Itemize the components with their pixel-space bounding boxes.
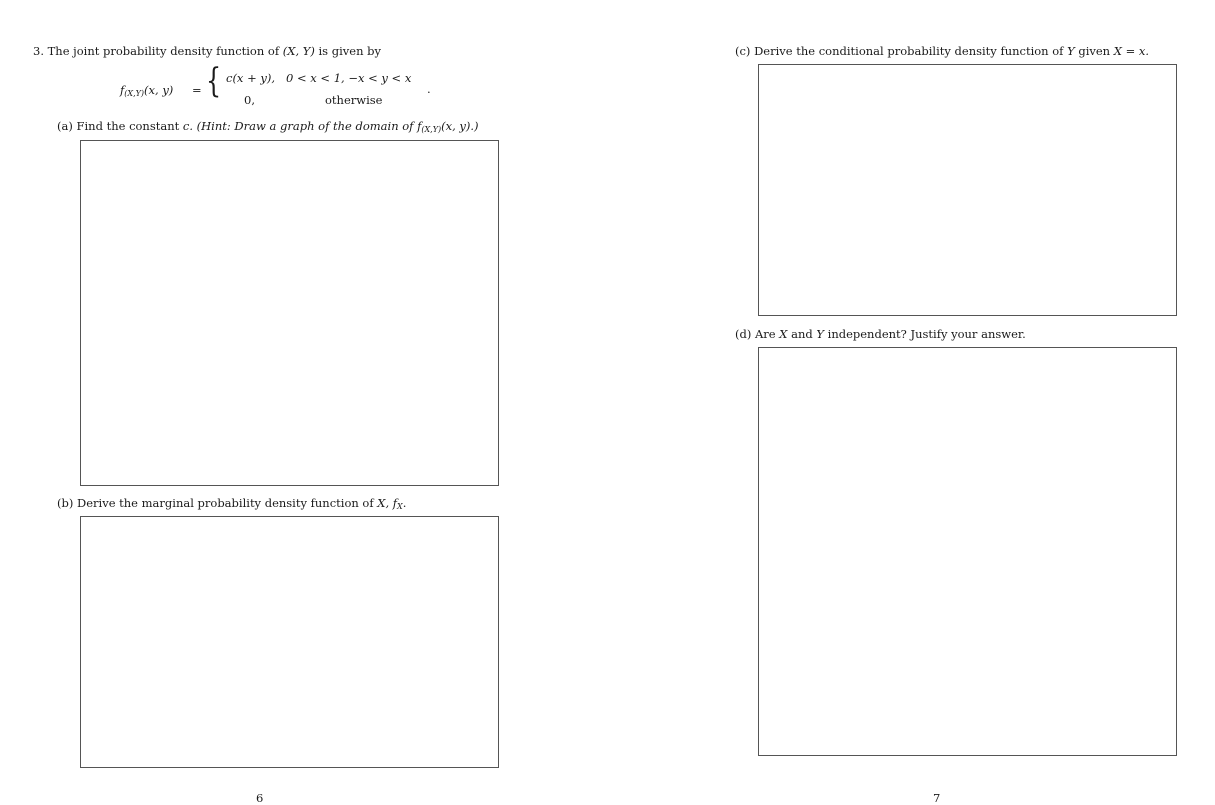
- part-a-hint-subscript: (X,Y): [421, 125, 442, 134]
- pdf-f: f: [120, 83, 125, 97]
- intro-end: is given by: [318, 44, 381, 58]
- part-a-label: (a): [57, 119, 73, 133]
- part-d-label: (d): [735, 327, 752, 341]
- pdf-case2-cond: otherwise: [325, 93, 383, 107]
- part-a-hint: (Hint: Draw a graph of the domain of: [196, 119, 414, 133]
- part-a-prompt: [57, 119, 479, 134]
- part-b-fx: f: [392, 496, 398, 510]
- part-d-rest: independent? Justify your answer.: [827, 327, 1026, 341]
- part-c-var-y: Y: [1067, 44, 1075, 58]
- part-d-prompt: [735, 327, 1026, 341]
- part-b-label: (b): [57, 496, 74, 510]
- question-number: 3.: [33, 44, 44, 58]
- part-a-hint-args: (x, y).): [441, 119, 479, 133]
- part-b-prompt: [57, 496, 406, 511]
- question-3-intro: [33, 44, 381, 58]
- part-d-var-y: Y: [816, 327, 824, 341]
- part-b-end: .: [402, 496, 407, 510]
- answer-box-c[interactable]: [758, 64, 1177, 316]
- part-d-and: and: [791, 327, 813, 341]
- pdf-case1-expr: c(x + y),: [226, 71, 275, 85]
- answer-box-a[interactable]: [80, 140, 499, 486]
- pdf-equals: =: [192, 83, 202, 97]
- answer-box-b[interactable]: [80, 516, 499, 768]
- intro-text: The joint probability density function of: [47, 44, 280, 58]
- pdf-f-subscript: (X,Y): [124, 89, 145, 98]
- part-a-constant: c.: [182, 119, 194, 133]
- part-c-text: Derive the conditional probability density function of: [754, 44, 1064, 58]
- part-d-var-x: X: [779, 327, 788, 341]
- part-b-var: X,: [377, 496, 390, 510]
- part-c-condition: X = x.: [1113, 44, 1150, 58]
- part-a-text: Find the constant: [76, 119, 180, 133]
- pdf-brace: {: [206, 61, 222, 101]
- pdf-case2-expr: 0,: [244, 93, 255, 107]
- part-c-prompt: [735, 44, 1149, 58]
- part-c-label: (c): [735, 44, 751, 58]
- part-b-fx-subscript: X: [397, 502, 403, 511]
- part-a-hint-f: f: [417, 119, 422, 133]
- pdf-case1-cond: 0 < x < 1, −x < y < x: [286, 71, 412, 85]
- pdf-args: (x, y): [144, 83, 174, 97]
- answer-box-d[interactable]: [758, 347, 1177, 756]
- part-b-text: Derive the marginal probability density function of: [77, 496, 374, 510]
- intro-variables: (X, Y): [282, 44, 315, 58]
- part-c-given: given: [1078, 44, 1111, 58]
- page-number-right: 7: [933, 791, 941, 805]
- pdf-trailing-period: .: [427, 82, 431, 96]
- page-number-left: 6: [256, 791, 264, 805]
- part-d-are: Are: [755, 327, 776, 341]
- pdf-lhs: [120, 83, 173, 98]
